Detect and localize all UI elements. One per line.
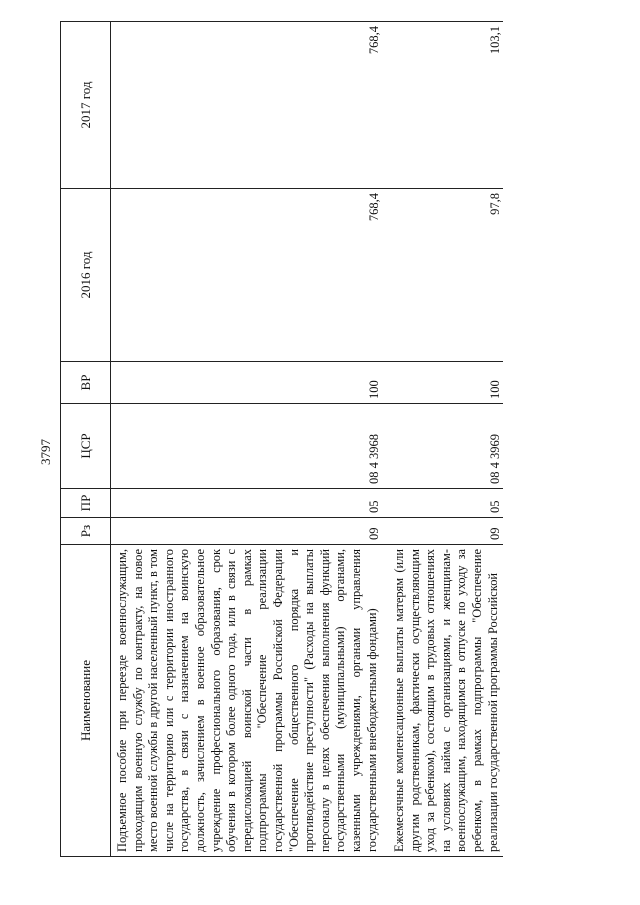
page-number: 3797 (38, 439, 53, 465)
header-name: Наименование (61, 545, 111, 857)
row-rz: 09 (382, 518, 503, 545)
row-2017: 103,1 (382, 22, 503, 189)
row-csr: 08 4 3969 (382, 404, 503, 489)
row-2016: 768,4 (111, 189, 383, 362)
row-csr: 08 4 3968 (111, 404, 383, 489)
header-2017: 2017 год (61, 22, 111, 189)
row-vr: 100 (111, 362, 383, 404)
header-csr: ЦСР (61, 404, 111, 489)
row-name: Подъемное пособие при переезде военнослужащим, проходящим военную службу по контракту, на новое место военной службы в другой населенный пункт, в том числе на территорию или с территории иностранного государства, в связи с назначением на воинскую должность, зачислением в военное образовательное учреждение профессионального образования, срок обучения в котором более одного года, или в связи с передислокацией воинской части в рамках подпрограммы "Обеспечение реализации государственной программы Российской Федерации "Обеспечение общественного порядка и противодействие преступности" (Расходы на выплаты персоналу в целях обеспечения выполнения функций государственными (муниципальными) органами, казенными учреждениями, органами управления государственными внебюджетными фондами) (111, 545, 383, 857)
header-vr: ВР (61, 362, 111, 404)
budget-table (60, 21, 503, 857)
table-row (111, 22, 383, 857)
row-2017: 768,4 (111, 22, 383, 189)
row-2016: 97,8 (382, 189, 503, 362)
table-row (382, 22, 503, 857)
row-rz: 09 (111, 518, 383, 545)
table-header-row (61, 22, 111, 857)
row-pr: 05 (111, 489, 383, 518)
row-vr: 100 (382, 362, 503, 404)
header-2016: 2016 год (61, 189, 111, 362)
row-name: Ежемесячные компенсационные выплаты матерям (или другим родственникам, фактически осуществляющим уход за ребенком), состоящим в трудовых отношениях на условиях найма с организациями, и женщинам-военнослужащим, находящимся в отпуске по уходу за ребенком, в рамках подпрограммы "Обеспечение реализации государственной программы Российской (382, 545, 503, 857)
header-rz: Рз (61, 518, 111, 545)
header-pr: ПР (61, 489, 111, 518)
row-pr: 05 (382, 489, 503, 518)
